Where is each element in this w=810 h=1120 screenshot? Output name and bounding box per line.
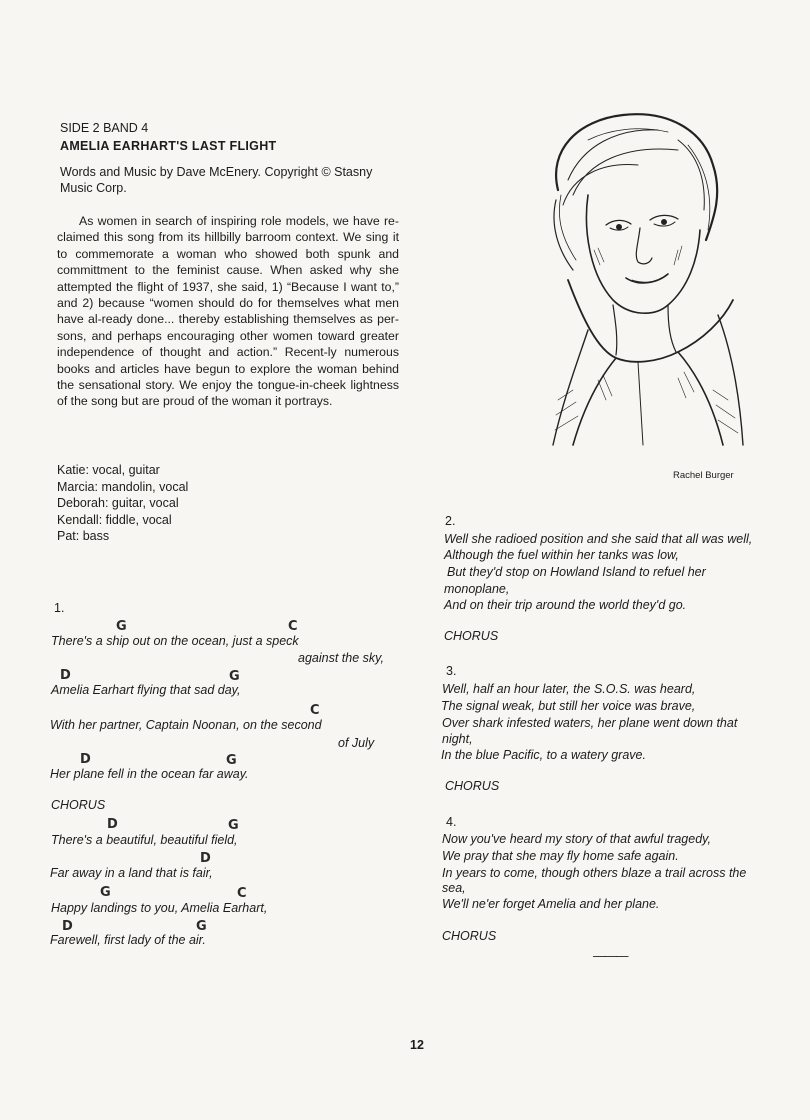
lyric-line: of July <box>338 736 375 750</box>
chord-symbol: D <box>107 817 118 832</box>
chord-symbol: C <box>310 703 320 718</box>
lyric-line: monoplane, <box>444 582 510 596</box>
lyric-line: Amelia Earhart flying that sad day, <box>51 683 241 697</box>
verse-number: 4. <box>446 815 457 829</box>
performer-item: Kendall: fiddle, vocal <box>57 512 172 527</box>
chord-symbol: D <box>60 668 71 683</box>
lyric-line: With her partner, Captain Noonan, on the second <box>50 718 322 732</box>
lyric-line: Farewell, first lady of the air. <box>50 933 206 947</box>
chorus-label: CHORUS <box>51 798 106 812</box>
lyric-line: Far away in a land that is fair, <box>50 866 213 880</box>
lyric-line: Now you've heard my story of that awful tragedy, <box>442 832 711 846</box>
lyric-line: Over shark infested waters, her plane went down that <box>442 716 738 730</box>
lyric-line: In years to come, though others blaze a trail across the <box>442 866 747 880</box>
verse-number: 3. <box>446 664 457 678</box>
lyric-line: In the blue Pacific, to a watery grave. <box>441 748 646 762</box>
lyric-line: But they'd stop on Howland Island to refuel her <box>447 565 706 579</box>
lyric-line: Happy landings to you, Amelia Earhart, <box>51 901 268 915</box>
lyric-line: There's a ship out on the ocean, just a speck <box>51 634 299 648</box>
lyric-line: There's a beautiful, beautiful field, <box>51 833 238 847</box>
chord-symbol: G <box>116 619 127 634</box>
chord-symbol: G <box>100 885 111 900</box>
lyric-line: sea, <box>442 881 466 895</box>
song-title: AMELIA EARHART'S LAST FLIGHT <box>60 139 277 153</box>
chorus-label: CHORUS <box>444 629 499 643</box>
chorus-label: CHORUS <box>445 779 500 793</box>
performer-item: Marcia: mandolin, vocal <box>57 479 189 494</box>
credit-line-2: Music Corp. <box>60 181 127 195</box>
chord-symbol: C <box>237 886 247 901</box>
chord-symbol: G <box>228 818 239 833</box>
lyric-line: Her plane fell in the ocean far away. <box>50 767 249 781</box>
illustration-credit: Rachel Burger <box>673 470 734 481</box>
lyric-line: Well she radioed position and she said that all was well, <box>444 532 753 546</box>
chord-symbol: D <box>200 851 211 866</box>
chord-symbol: C <box>288 619 298 634</box>
intro-paragraph: As women in search of inspiring role models, we have re-claimed this song from its hillbilly barroom context. We sing it to commemorate a woman who showed both spunk and committment to the feminist cause. When asked why she attempted the flight of 1937, she said, 1) “Because I want to,” and 2) because “women should do for themselves what men have al-ready done... thereby establishing themselves as per-sons, and perhaps encouraging other women toward greater independence of thought and action.” Recent-ly numerous books and articles have begun to explore the woman behind the sensational story. We enjoy the tongue-in-cheek lightness of the song but are proud of the woman it portrays. <box>57 214 399 409</box>
side-band-label: SIDE 2 BAND 4 <box>60 121 149 135</box>
verse-number: 1. <box>54 601 65 615</box>
lyric-line: And on their trip around the world they'd go. <box>444 598 687 612</box>
performer-list <box>57 462 188 545</box>
lyric-line: Well, half an hour later, the S.O.S. was heard, <box>442 682 696 696</box>
performer-item: Pat: bass <box>57 529 110 543</box>
chord-symbol: D <box>62 919 73 934</box>
credit-line-1: Words and Music by Dave McEnery. Copyright © Stasny <box>60 165 373 179</box>
lyric-line: night, <box>442 732 473 746</box>
performer-item: Katie: vocal, guitar <box>57 463 160 477</box>
verse-number: 2. <box>445 514 456 528</box>
page-number: 12 <box>410 1038 424 1052</box>
performer-item: Deborah: guitar, vocal <box>57 496 179 510</box>
amelia-earhart-portrait <box>528 100 754 460</box>
chord-symbol: D <box>80 752 91 767</box>
lyric-line: We'll ne'er forget Amelia and her plane. <box>442 897 660 911</box>
chord-symbol: G <box>196 919 207 934</box>
lyric-line: The signal weak, but still her voice was brave, <box>441 699 696 713</box>
chord-symbol: G <box>229 669 240 684</box>
chord-symbol: G <box>226 753 237 768</box>
lyric-line: We pray that she may fly home safe again. <box>442 849 679 863</box>
lyric-line: against the sky, <box>298 651 384 665</box>
end-mark: ——— <box>593 949 628 963</box>
chorus-label: CHORUS <box>442 929 497 943</box>
lyric-line: Although the fuel within her tanks was low, <box>444 548 679 562</box>
